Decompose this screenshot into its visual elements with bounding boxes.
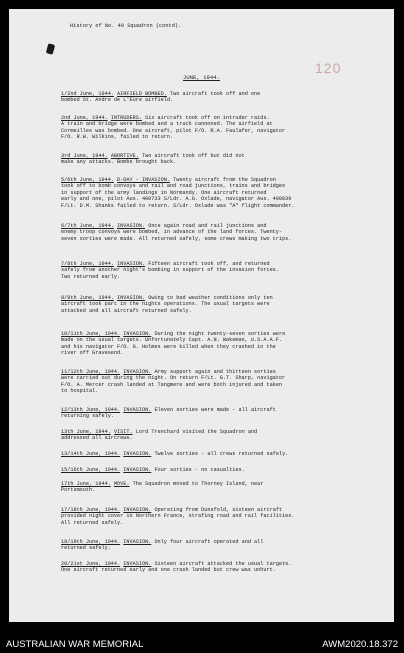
entry-text: river off Gravesend. (61, 350, 124, 357)
entry-title: INVASION. (117, 261, 146, 267)
entry-line (61, 567, 383, 573)
diary-entry (61, 261, 383, 280)
entry-text: Cormeilles was bombed. One aircraft, pilot F/O. R.A. Faulafer, navigator (61, 127, 286, 134)
entry-text: Twenty aircraft from the Squadron (173, 177, 276, 183)
entry-title: INVASION. (123, 369, 152, 375)
diary-entry (61, 507, 383, 526)
diary-entry (61, 223, 383, 242)
entry-line (61, 350, 383, 356)
document-page (9, 9, 394, 622)
entry-title: INVASION. (117, 295, 146, 301)
entry-text: F/O. R.W. Wilkins, failed to return. (61, 134, 174, 141)
entry-text: took off to bomb convoys and rail and road junctions, trains and bridges (61, 183, 286, 190)
footer-bar (0, 638, 404, 653)
entry-text: One aircraft returned early and one crash landed but crew was unhurt. (61, 567, 276, 574)
entry-text: Six aircraft took off on intruder raids. (145, 115, 270, 121)
diary-entry (61, 295, 383, 314)
entry-title: ABORTIVE. (110, 153, 139, 159)
entry-text: Fifteen aircraft took off, and returned (148, 261, 270, 267)
entry-date: 20/21st June, 1944. (61, 561, 121, 567)
diary-entry (61, 369, 383, 395)
entry-text: enemy troop convoys were bombed, in advance of the land forces. Twenty- (61, 229, 283, 236)
entry-text: returned safely. (61, 545, 111, 552)
entry-date: 5/6th June, 1944. (61, 177, 114, 183)
entry-line (61, 308, 383, 314)
diary-entry (61, 91, 383, 104)
entry-line (61, 203, 383, 209)
diary-entry (61, 153, 383, 166)
entry-text: Only four aircraft operated and all (154, 539, 264, 545)
entry-line (61, 134, 383, 140)
entry-line (61, 451, 383, 457)
entry-line (61, 388, 383, 394)
entry-text: Portsmouth. (61, 487, 96, 494)
entry-text: in support of the army landings in Normandy. One aircraft returned (61, 189, 267, 196)
entry-date: 13th June, 1944. (61, 429, 111, 435)
entry-line (61, 487, 383, 493)
entry-text: All returned safely. (61, 519, 124, 526)
entry-date: 18/19th June, 1944. (61, 539, 121, 545)
entry-text: Operating from Dunsfold, sixteen aircraft (154, 507, 283, 513)
entry-text: The Squadron moved to Thorney Island, near (132, 481, 264, 487)
entry-line (61, 236, 383, 242)
entry-date: 11/12th June, 1944. (61, 369, 121, 375)
document-header: History of No. 40 Squadron (contd). (70, 23, 182, 29)
entry-text: Two aircraft took off and one (169, 91, 261, 97)
entry-line (61, 520, 383, 526)
entry-title: D-DAY - INVASION. (117, 177, 170, 183)
entry-text: were carried out during the night. On return F/Lt. G.T. Sharp, navigator (61, 375, 286, 382)
page-number: 120 (315, 60, 342, 76)
entry-title: INVASION. (123, 507, 152, 513)
entry-text: Once again road and rail junctions and (148, 223, 267, 229)
entry-line (61, 545, 383, 551)
entry-line (61, 274, 383, 280)
entry-line (61, 467, 383, 473)
diary-entry (61, 451, 383, 457)
entry-text: Twelve sorties - all crews returned safely. (154, 451, 289, 457)
entry-date: 12/13th June, 1944. (61, 407, 121, 413)
entry-text: returning safely. (61, 413, 114, 420)
entry-text: aircraft took part in the nights operations. The usual targets were (61, 301, 270, 308)
entry-text: to hospital. (61, 388, 99, 395)
diary-entry (61, 331, 383, 357)
entry-date: 17th June, 1944. (61, 481, 111, 487)
entry-date: 7/8th June, 1944. (61, 261, 114, 267)
entry-title: INVASION. (123, 467, 152, 473)
entry-date: 17/18th June, 1944. (61, 507, 121, 513)
entry-line (61, 435, 383, 441)
month-heading: JUNE, 1944. (183, 74, 220, 81)
entry-text: Two aircraft took off but did not (141, 153, 245, 159)
entry-date: 13/14th June, 1944. (61, 451, 121, 457)
footer-source: AUSTRALIAN WAR MEMORIAL (6, 639, 144, 650)
entry-line (61, 97, 383, 103)
entry-line (61, 413, 383, 419)
entry-title: MOVE. (113, 481, 130, 487)
entry-date: 8/9th June, 1944. (61, 295, 114, 301)
entry-text: Owing to bad weather conditions only ten (148, 295, 273, 301)
entry-text: bombed St. Andre de L'Eure airfield. (61, 97, 174, 104)
entry-date: 2nd June, 1944. (61, 115, 108, 121)
entry-title: INVASION. (117, 223, 146, 229)
entry-title: INTRUDERS. (110, 115, 142, 121)
entry-title: VISIT. (113, 429, 133, 435)
entry-text: make any attacks. Bombs brought back. (61, 159, 177, 166)
diary-entry (61, 407, 383, 420)
entry-text: Lord Trenchard visited the Squadron and (135, 429, 258, 435)
entry-text: Eleven sorties were made - all aircraft (154, 407, 276, 413)
diary-entry (61, 539, 383, 552)
entry-title: INVASION. (123, 331, 152, 337)
entry-text: During the night twenty-seven sorties were (154, 331, 286, 337)
entry-title: AIRFIELD BOMBED. (117, 91, 167, 97)
entry-text: F/O. A. Mercer crash landed at Tangmere and were both injured and taken (61, 381, 283, 388)
entry-text: early and one, pilot Aus. 400733 S/Ldr. A.G. Oxlade, navigator Aus. 400839 (61, 196, 292, 203)
entry-date: 10/11th June, 1944. (61, 331, 121, 337)
entry-date: 3rd June, 1944. (61, 153, 108, 159)
entry-title: INVASION. (123, 451, 152, 457)
punch-hole (46, 43, 55, 54)
entry-text: Army support again and thirteen sorties (154, 369, 276, 375)
entry-line (61, 159, 383, 165)
entry-text: made on the usual targets. Unfortunately Capt. A.N. Wakeman, U.S.A.A.F. (61, 337, 283, 344)
entry-text: A train and bridge were bombed and a truck cannoned. The airfield at (61, 121, 273, 128)
diary-entry (61, 481, 383, 494)
entry-date: 1/2nd June, 1944. (61, 91, 114, 97)
footer-accession-number: AWM2020.18.372 (322, 639, 398, 650)
entry-text: attacked and all aircraft returned safely. (61, 307, 192, 314)
entry-text: Sixteen aircraft attacked the usual targets. (154, 561, 292, 567)
diary-entry (61, 177, 383, 209)
diary-entry (61, 561, 383, 574)
diary-entry (61, 429, 383, 442)
entry-text: Four sorties - no casualties. (154, 467, 245, 473)
entry-title: INVASION. (123, 539, 152, 545)
entry-title: INVASION. (123, 407, 152, 413)
diary-entry (61, 467, 383, 473)
entry-text: F/Lt. D.M. Shanks failed to return. S/Ldr. Oxlade was "A" flight commander. (61, 202, 295, 209)
diary-entry (61, 115, 383, 141)
entry-text: seven sorties were made. All returned safely, some crews making two trips. (61, 235, 292, 242)
entry-text: and his navigator F/O. G. Holmes were killed when they crashed in the (61, 343, 276, 350)
entry-text: safely from another night's bombing in support of the invasion forces. (61, 267, 279, 274)
entry-text: provided night cover in Northern France, strafing road and rail facilities. (61, 513, 295, 520)
entry-text: addressed all aircrews. (61, 435, 133, 442)
entry-title: INVASION. (123, 561, 152, 567)
entry-date: 6/7th June, 1944. (61, 223, 114, 229)
entry-date: 15/16th June, 1944. (61, 467, 121, 473)
entry-text: Two returned early. (61, 273, 121, 280)
